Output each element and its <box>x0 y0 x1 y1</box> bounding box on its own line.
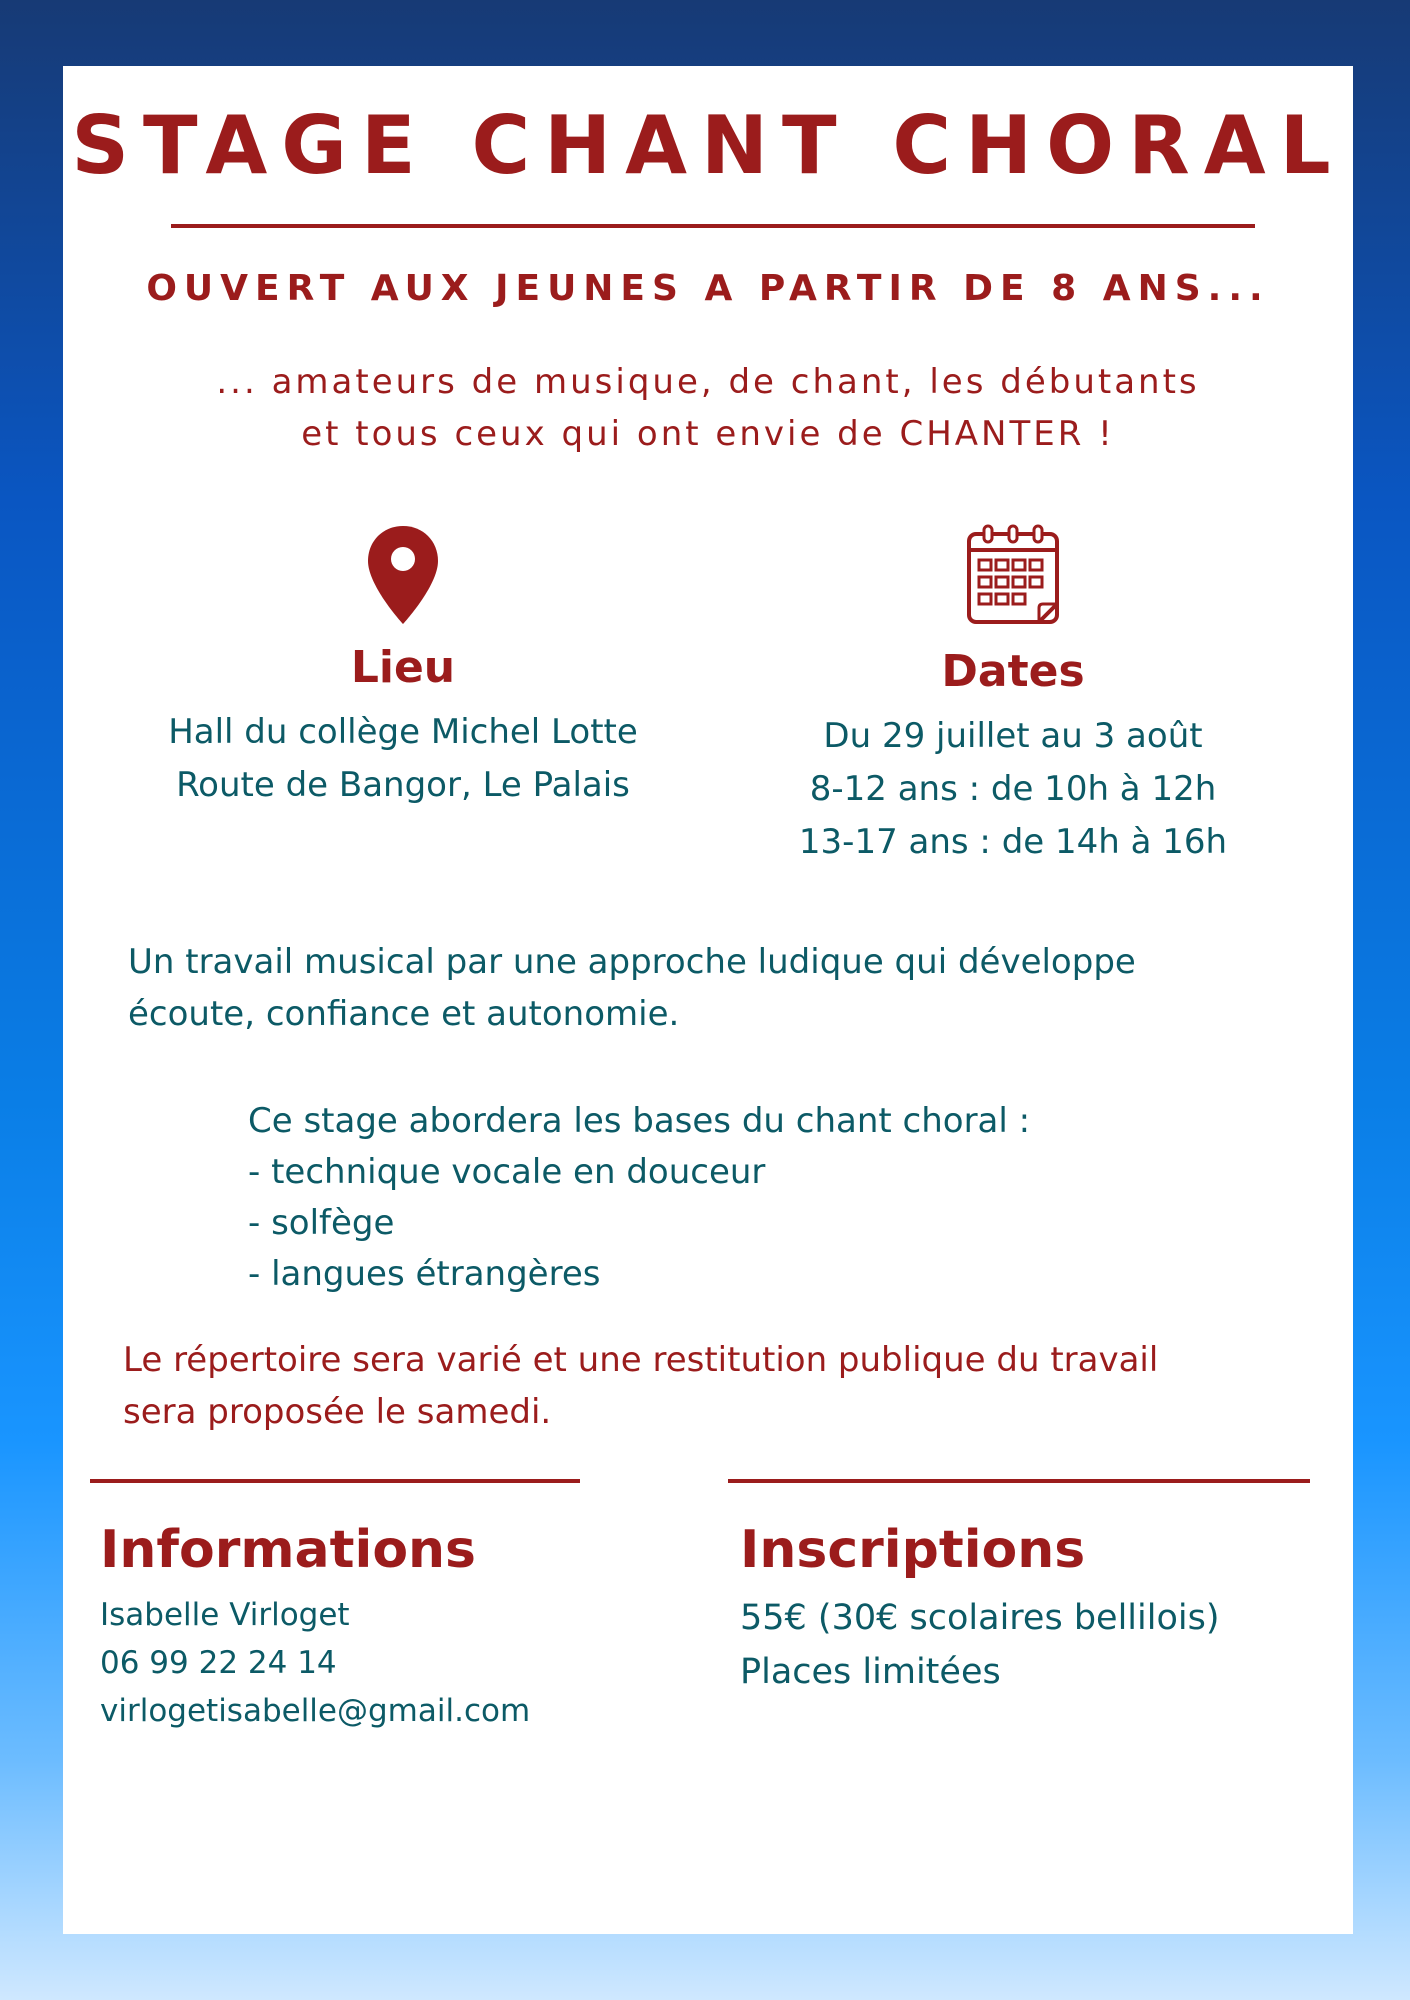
paragraph-line: Un travail musical par une approche ludique qui développe <box>128 942 1136 982</box>
dates-line: 13-17 ans : de 14h à 16h <box>798 822 1228 863</box>
repertoire-paragraph <box>123 1334 1313 1438</box>
paragraph-line: sera proposée le samedi. <box>123 1392 552 1432</box>
paragraph-line: écoute, confiance et autonomie. <box>128 994 680 1034</box>
lieu-line: Route de Bangor, Le Palais <box>176 765 630 806</box>
intro-line: et tous ceux qui ont envie de CHANTER ! <box>301 414 1115 454</box>
informations-divider <box>90 1479 580 1483</box>
informations-heading: Informations <box>100 1520 477 1580</box>
paragraph-line: Le répertoire sera varié et une restitution publique du travail <box>123 1340 1159 1380</box>
dates-line: Du 29 juillet au 3 août <box>823 716 1203 757</box>
list-item: - technique vocale en douceur <box>248 1152 766 1192</box>
lieu-heading: Lieu <box>350 642 456 693</box>
description-paragraph <box>128 936 1308 1040</box>
title-divider <box>171 224 1255 228</box>
flyer-sheet <box>63 66 1353 1934</box>
subtitle: OUVERT AUX JEUNES A PARTIR DE 8 ANS... <box>146 268 1270 309</box>
dates-heading: Dates <box>941 646 1085 697</box>
list-item: - langues étrangères <box>248 1254 601 1294</box>
page-title: STAGE CHANT CHORAL <box>71 99 1345 192</box>
lieu-section <box>123 524 683 812</box>
dates-section <box>733 524 1293 869</box>
topics-intro: Ce stage abordera les bases du chant choral : <box>248 1101 1031 1141</box>
intro-line: ... amateurs de musique, de chant, les débutants <box>216 362 1200 402</box>
places-note: Places limitées <box>740 1652 1001 1693</box>
contact-name: Isabelle Virloget <box>100 1597 350 1634</box>
topics-list <box>248 1096 1248 1300</box>
inscriptions-heading: Inscriptions <box>740 1520 1086 1580</box>
lieu-line: Hall du collège Michel Lotte <box>168 712 638 753</box>
inscriptions-divider <box>728 1479 1310 1483</box>
calendar-icon <box>965 524 1061 626</box>
map-pin-icon <box>365 524 441 626</box>
list-item: - solfège <box>248 1203 395 1243</box>
contact-phone: 06 99 22 24 14 <box>100 1645 337 1682</box>
contact-email: virlogetisabelle@gmail.com <box>100 1693 531 1730</box>
intro-text <box>63 356 1353 460</box>
dates-line: 8-12 ans : de 10h à 12h <box>809 769 1217 810</box>
price-text: 55€ (30€ scolaires bellilois) <box>740 1598 1220 1639</box>
inscriptions-section <box>740 1522 1320 1699</box>
informations-section <box>100 1522 660 1735</box>
